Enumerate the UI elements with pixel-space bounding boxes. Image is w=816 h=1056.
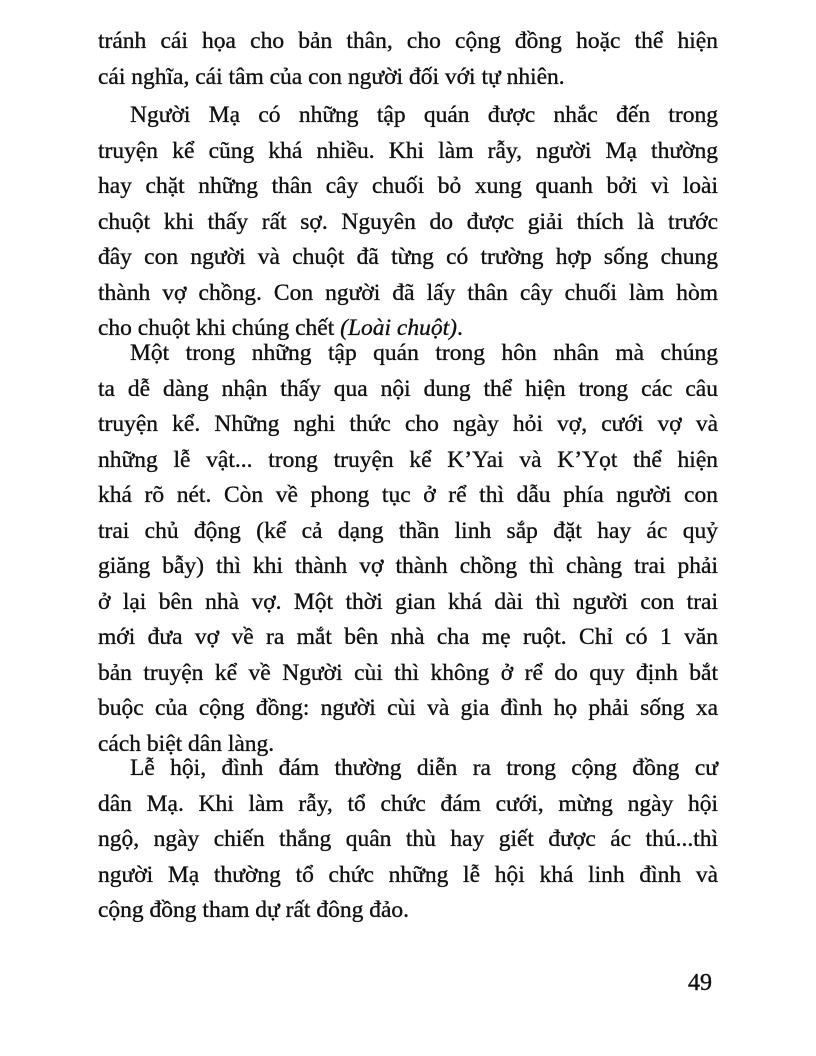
text-line: truyện kể. Những nghi thức cho ngày hỏi vợ, cưới vợ và <box>98 411 718 437</box>
text-line: dân Mạ. Khi làm rẫy, tổ chức đám cưới, mừng ngày hội <box>98 790 718 817</box>
text-line: đây con người và chuột đã từng có trường hợp sống chung <box>98 244 718 270</box>
text-line: Người Mạ có những tập quán được nhắc đến trong <box>130 102 718 128</box>
text-line: tránh cái họa cho bản thân, cho cộng đồng hoặc thể hiện <box>98 28 718 54</box>
text-line: cái nghĩa, cái tâm của con người đối với tự nhiên. <box>98 63 565 90</box>
text-line: những lễ vật... trong truyện kể K’Yai và K’Yọt thể hiện <box>98 446 718 473</box>
text-line: thành vợ chồng. Con người đã lấy thân cây chuối làm hòm <box>98 279 718 306</box>
text-line: truyện kể cũng khá nhiều. Khi làm rẫy, người Mạ thường <box>98 137 718 164</box>
text-line: cách biệt dân làng. <box>98 730 275 757</box>
text-line: Một trong những tập quán trong hôn nhân mà chúng <box>130 340 718 366</box>
text-line: người Mạ thường tổ chức những lễ hội khá linh đình và <box>98 861 718 888</box>
text-line: khá rõ nét. Còn về phong tục ở rể thì dẫu phía người con <box>98 482 718 508</box>
text-span: . <box>456 315 463 341</box>
text-line: hay chặt những thân cây chuối bỏ xung quanh bởi vì loài <box>98 173 718 199</box>
text-line: ngộ, ngày chiến thắng quân thù hay giết được ác thú...thì <box>98 826 718 852</box>
text-line: mới đưa vợ về ra mắt bên nhà cha mẹ ruột. Chỉ có 1 văn <box>98 624 718 650</box>
text-span: cho chuột khi chúng chết <box>98 315 341 341</box>
paragraph-1 <box>98 24 718 95</box>
text-line: ta dễ dàng nhận thấy qua nội dung thể hiện trong các câu <box>98 375 718 402</box>
text-line: chuột khi thấy rất sợ. Nguyên do được giải thích là trước <box>98 208 718 235</box>
text-line: ở lại bên nhà vợ. Một thời gian khá dài thì người con trai <box>98 588 718 615</box>
text-line: trai chủ động (kể cả dạng thần linh sắp đặt hay ác quỷ <box>98 517 718 544</box>
paragraph-3 <box>98 336 718 762</box>
paragraph-2 <box>98 98 718 347</box>
text-line: buộc của cộng đồng: người cùi và gia đình họ phải sống xa <box>98 695 718 721</box>
page-number: 49 <box>688 970 712 996</box>
text-line: giăng bẫy) thì khi thành vợ thành chồng thì chàng trai phải <box>98 553 718 579</box>
paragraph-4 <box>98 751 718 929</box>
text-line: cộng đồng tham dự rất đông đảo. <box>98 897 409 923</box>
text-line: bản truyện kể về Người cùi thì không ở rể do quy định bắt <box>98 659 718 686</box>
story-reference: (Loài chuột) <box>340 315 457 341</box>
text-line: Lễ hội, đình đám thường diễn ra trong cộng đồng cư <box>130 755 718 781</box>
